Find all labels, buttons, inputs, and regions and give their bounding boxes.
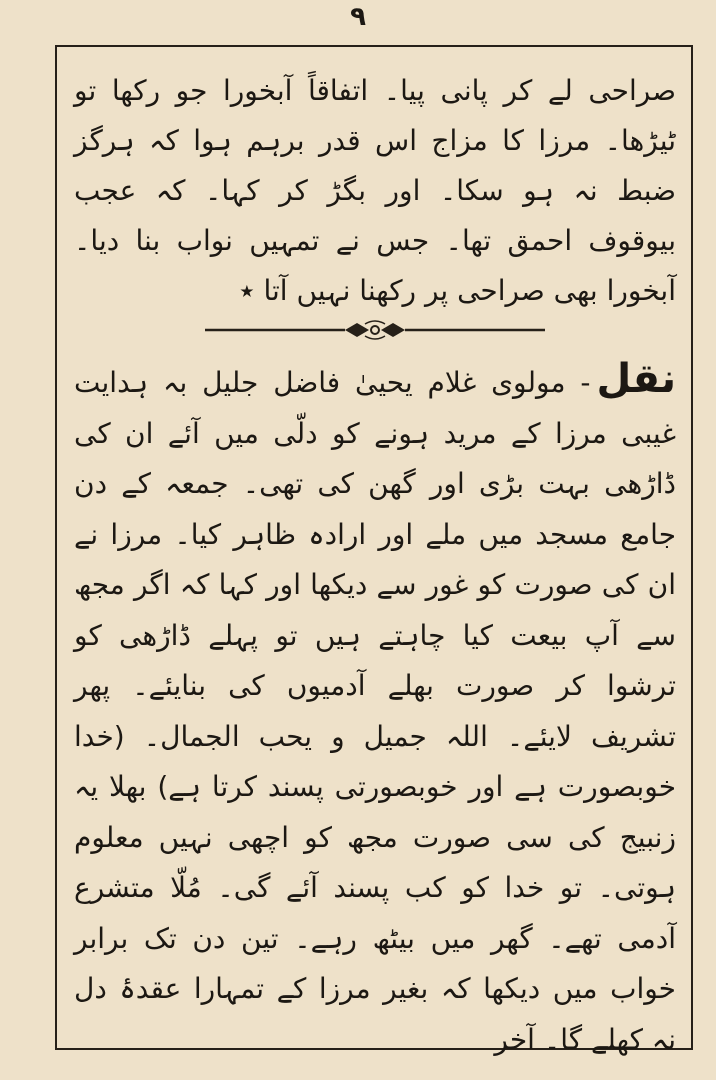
paragraph-heading: نقل — [596, 356, 676, 402]
page-number: ۹ — [350, 2, 366, 32]
ornamental-divider — [205, 320, 545, 340]
paragraph-2-text: - مولوی غلام یحییٰ فاضل جلیل بہ ہدایت غیبی مرزا کے مرید ہونے کو دلّی میں آئے ان کی ڈاڑھی بہت بڑی اور گھن کی تھی۔ جمعہ کے دن جامع مسجد میں ملے اور ارادہ ظاہر کیا۔ مرزا نے ان کی صورت کو غور سے دیکھا اور کہا کہ اگر مجھ سے آپ بیعت کیا چاہتے ہیں تو پہلے ڈاڑھی کو ترشوا کر صورت بھلے آدمیوں کی بنایئے۔ پھر تشریف لایئے۔ اللہ جمیل و یحب الجمال۔ (خدا خوبصورت ہے اور خوبصورتی پسند کرتا ہے) بھلا یہ زنبیج کی سی صورت مجھ کو اچھی نہیں معلوم ہوتی۔ تو خدا کو کب پسند آئے گی۔ مُلّا متشرع آدمی تھے۔ گھر میں بیٹھ رہے۔ تین دن تک برابر خواب میں دیکھا کہ بغیر مرزا کے تمہارا عقدۂ دل نہ کھلے گا۔ آخر — [74, 366, 676, 1056]
paragraph-2 — [74, 354, 676, 1065]
paragraph-1: صراحی لے کر پانی پیا۔ اتفاقاً آبخورا جو رکھا تو ٹیڑھا۔ مرزا کا مزاج اس قدر برہم ہوا کہ ہرگز ضبط نہ ہو سکا۔ اور بگڑ کر کہا۔ کہ عجب بیوقوف احمق تھا۔ جس نے تمہیں نواب بنا دیا۔ آبخورا بھی صراحی پر رکھنا نہیں آتا ٭ — [74, 74, 676, 307]
